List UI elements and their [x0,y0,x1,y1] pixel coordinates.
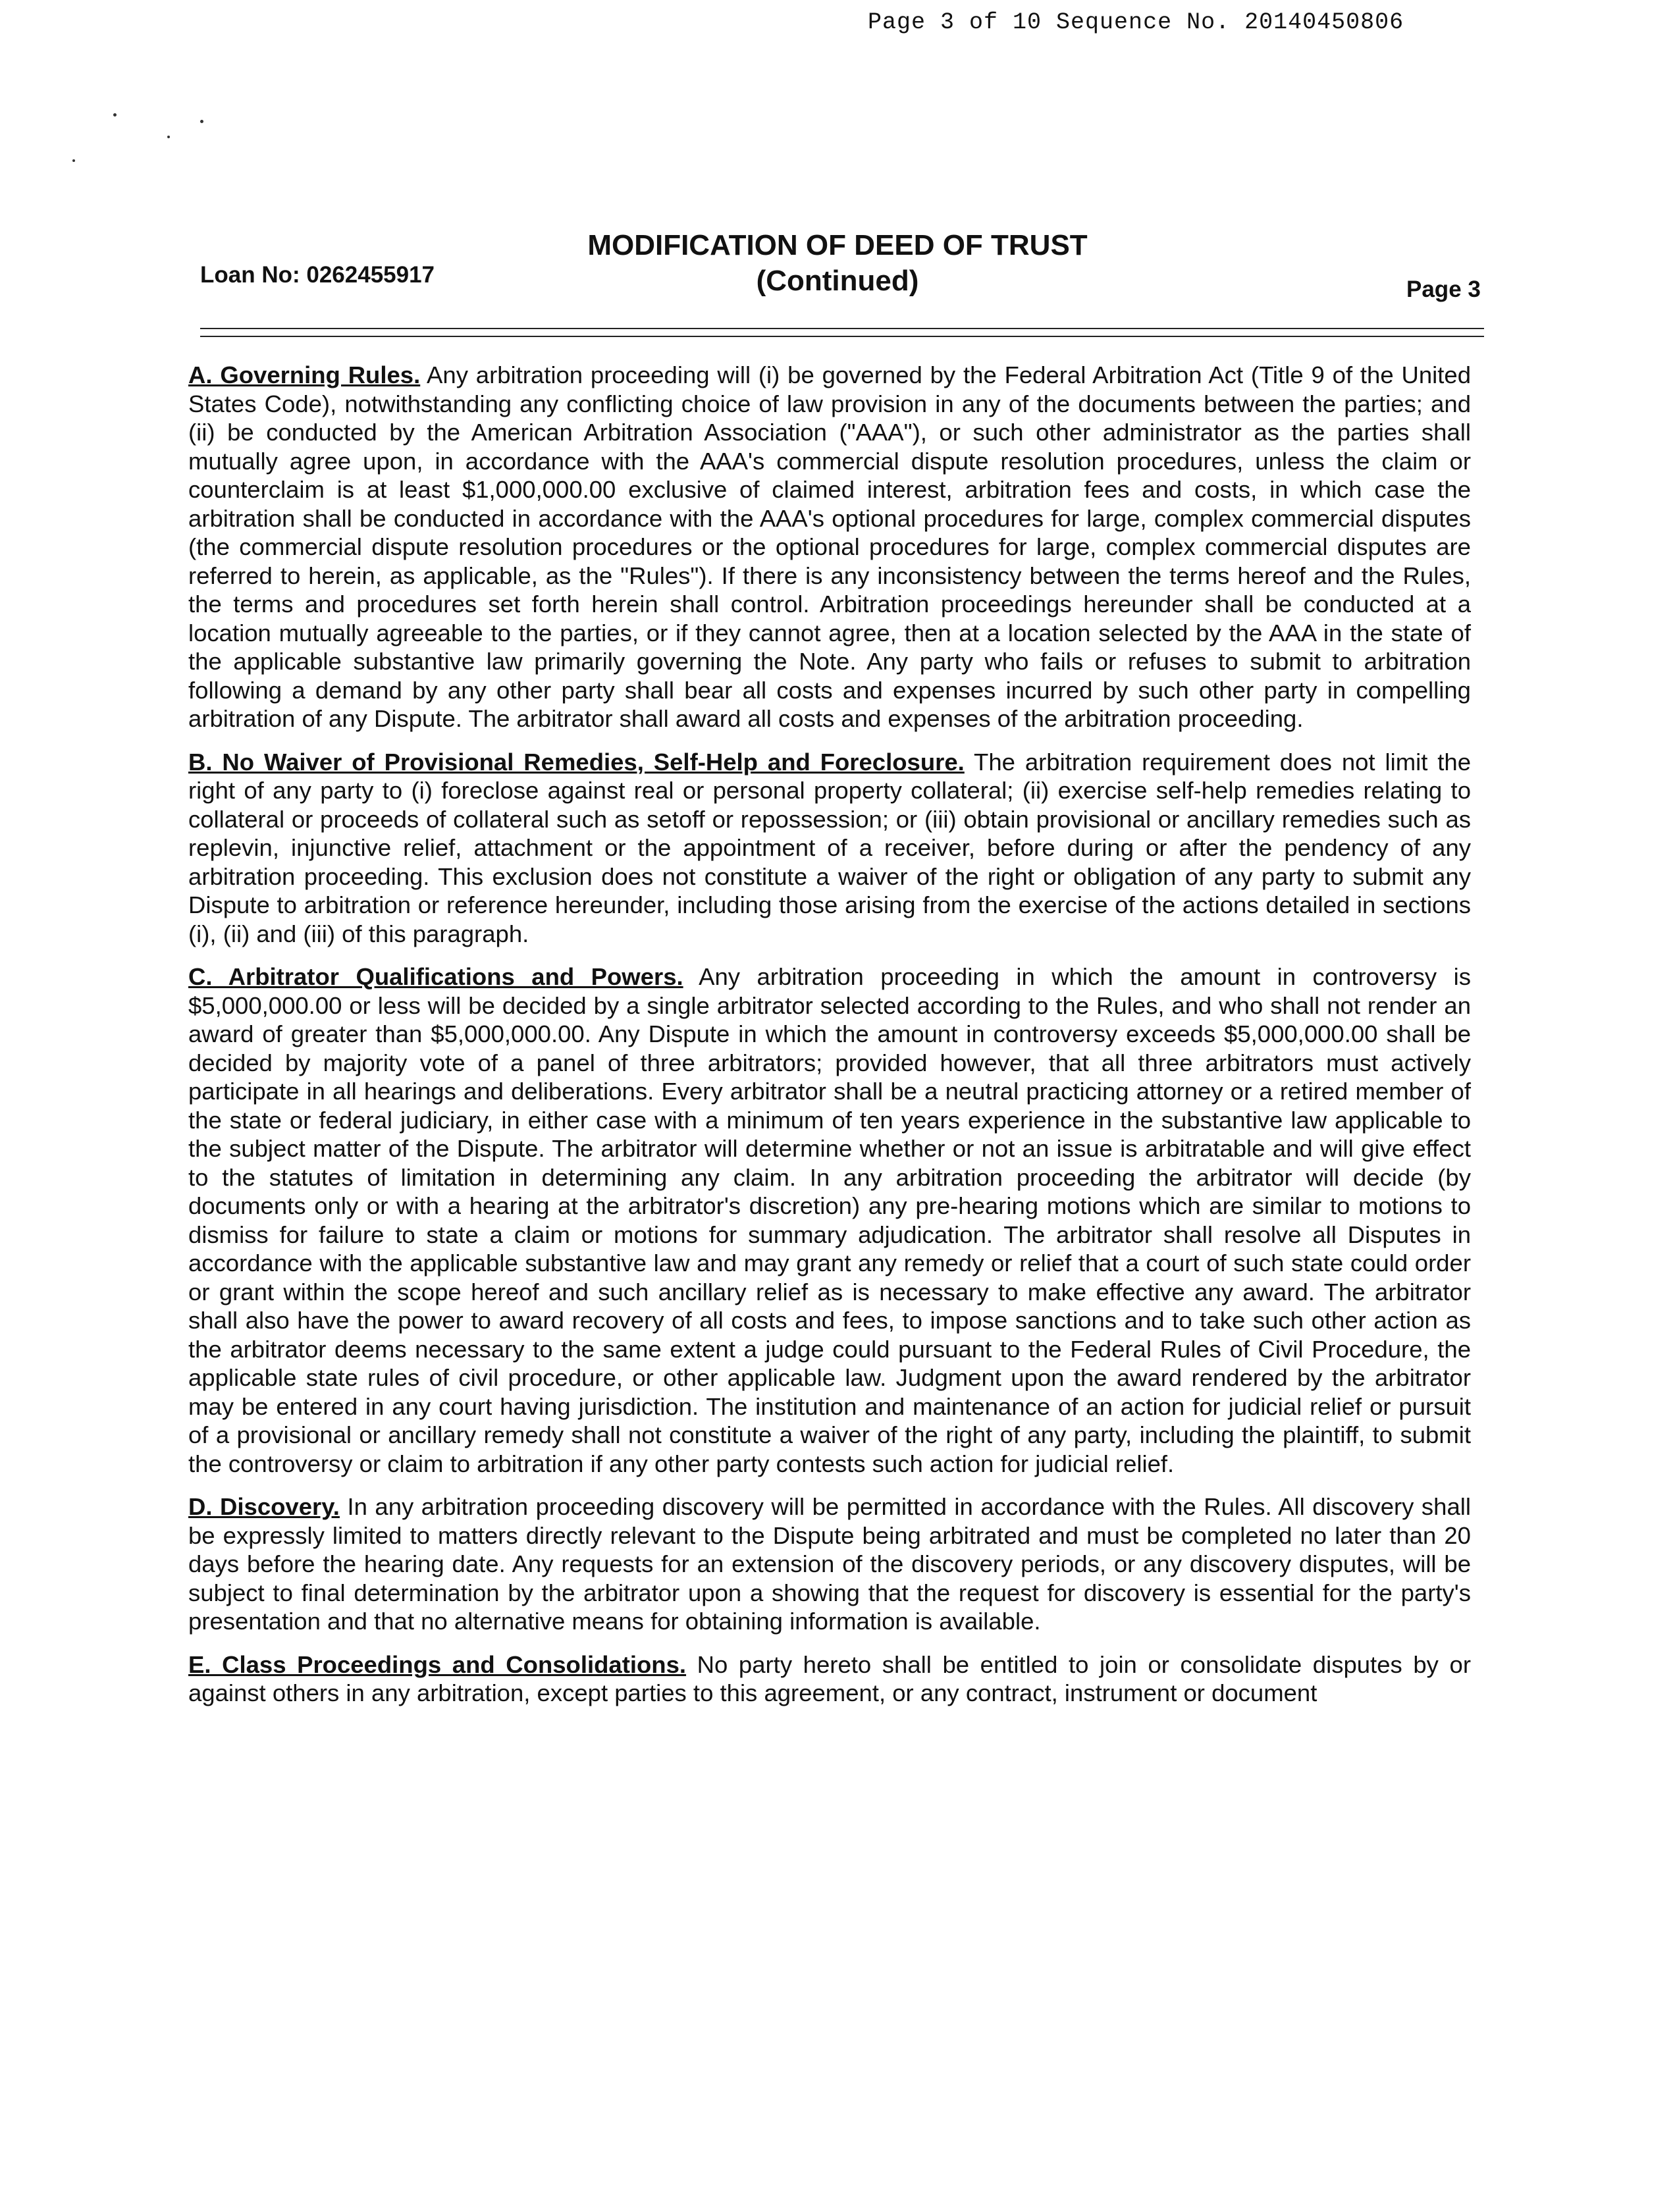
loan-number: Loan No: 0262455917 [200,262,435,288]
fax-page-header: Page 3 of 10 Sequence No. 20140450806 [868,9,1404,36]
scan-speck [200,120,203,123]
section-text: In any arbitration proceeding discovery will be permitted in accordance with the Rules. All discovery shall be expressly limited to matters directly relevant to the Dispute being arbitrated and must be completed no later than 20 days before the hearing date. Any requests for an extension of the discovery periods, or any discovery disputes, will be subject to final determination by the arbitrator upon a showing that the request for discovery is essential for the party's presentation and that no alternative means for obtaining information is available. [188,1493,1471,1635]
section-class-proceedings [188,1650,1471,1708]
section-text: No party hereto shall be entitled to join or consolidate disputes by or against others in any arbitration, except parties to this agreement, or any contract, instrument or document [188,1650,1471,1706]
section-heading: D. Discovery. [188,1493,340,1520]
section-no-waiver [188,748,1471,949]
section-arbitrator-qualifications [188,962,1471,1478]
header-rule-bottom [200,336,1484,337]
document-title: MODIFICATION OF DEED OF TRUST [587,229,1088,261]
section-discovery [188,1492,1471,1636]
section-heading: E. Class Proceedings and Consolidations. [188,1650,687,1678]
page-number: Page 3 [1406,276,1481,302]
document-body [188,361,1471,1722]
section-text: The arbitration requirement does not limit the right of any party to (i) foreclose against real or personal property collateral; (ii) exercise self-help remedies relating to collateral or proceeds of collateral such as setoff or repossession; or (iii) obtain provisional or ancillary remedies such as replevin, injunctive relief, attachment or the appointment of a receiver, before during or after the pendency of any arbitration proceeding. This exclusion does not constitute a waiver of the right or obligation of any party to submit any Dispute to arbitration or reference hereunder, including those arising from the exercise of the actions detailed in sections (i), (ii) and (iii) of this paragraph. [188,748,1471,947]
section-heading: A. Governing Rules. [188,361,421,388]
scan-speck [72,159,75,162]
section-governing-rules [188,361,1471,733]
scan-speck [167,136,170,138]
section-text: Any arbitration proceeding in which the amount in controversy is $5,000,000.00 or less will be decided by a single arbitrator selected according to the Rules, and who shall not render an award of greater than $5,000,000.00. Any Dispute in which the amount in controversy exceeds $5,000,000.00 shall be decided by majority vote of a panel of three arbitrators; provided however, that all three arbitrators must actively participate in all hearings and deliberations. Every arbitrator shall be a neutral practicing attorney or a retired member of the state or federal judiciary, in either case with a minimum of ten years experience in the substantive law applicable to the subject matter of the Dispute. The arbitrator will determine whether or not an issue is arbitratable and will give effect to the statutes of limitation in determining any claim. In any arbitration proceeding the arbitrator will decide (by documents only or with a hearing at the arbitrator's discretion) any pre-hearing motions which are similar to motions to dismiss for failure to state a claim or motions for summary adjudication. The arbitrator shall resolve all Disputes in accordance with the applicable substantive law and may grant any remedy or relief that a court of such state could order or grant within the scope hereof and such ancillary relief as is necessary to make effective any award. The arbitrator shall also have the power to award recovery of all costs and fees, to impose sanctions and to take such other action as the arbitrator deems necessary to the same extent a judge could pursuant to the Federal Rules of Civil Procedure, the applicable state rules of civil procedure, or other applicable law. Judgment upon the award rendered by the arbitrator may be entered in any court having jurisdiction. The institution and maintenance of an action for judicial relief or pursuit of a provisional or ancillary remedy shall not constitute a waiver of the right of any party, including the plaintiff, to submit the controversy or claim to arbitration if any other party contests such action for judicial relief. [188,963,1471,1477]
section-heading: B. No Waiver of Provisional Remedies, Self-Help and Foreclosure. [188,748,965,776]
scan-speck [113,113,117,117]
section-text: Any arbitration proceeding will (i) be governed by the Federal Arbitration Act (Title 9 of the United States Code), notwithstanding any conflicting choice of law provision in any of the documents between the parties; and (ii) be conducted by the American Arbitration Association ("AAA"), or such other administrator as the parties shall mutually agree upon, in accordance with the AAA's commercial dispute resolution procedures, unless the claim or counterclaim is at least $1,000,000.00 exclusive of claimed interest, arbitration fees and costs, in which case the arbitration shall be conducted in accordance with the AAA's optional procedures for large, complex commercial disputes (the commercial dispute resolution procedures or the optional procedures for large, complex commercial disputes are referred to herein, as applicable, as the "Rules"). If there is any inconsistency between the terms hereof and the Rules, the terms and procedures set forth herein shall control. Arbitration proceedings hereunder shall be conducted at a location mutually agreeable to the parties, or if they cannot agree, then at a location selected by the AAA in the state of the applicable substantive law primarily governing the Note. Any party who fails or refuses to submit to arbitration following a demand by any other party shall bear all costs and expenses incurred by such other party in compelling arbitration of any Dispute. The arbitrator shall award all costs and expenses of the arbitration proceeding. [188,361,1471,732]
section-heading: C. Arbitrator Qualifications and Powers. [188,963,683,990]
document-subtitle: (Continued) [756,265,919,297]
header-rule-top [200,328,1484,329]
